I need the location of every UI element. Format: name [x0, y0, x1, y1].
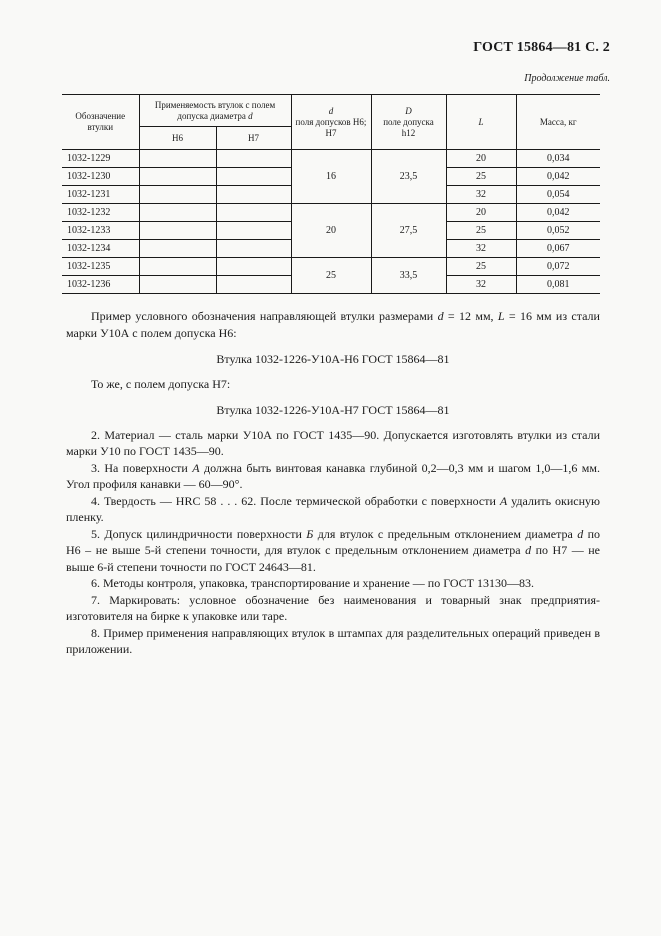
cell-h7 [216, 276, 291, 294]
header-applicability: Применяемость втулок с полем допуска диаметра d [139, 95, 291, 127]
header-mass: Масса, кг [516, 95, 600, 150]
item-3-groove: 3. На поверхности А должна быть винтовая канавка глубиной 0,2—0,3 мм и шагом 1,0—1,6 мм. Угол профиля канавки — 60—90°. [66, 460, 600, 491]
page-header [60, 40, 610, 56]
item-7-marking: 7. Маркировать: условное обозначение без наименования и товарный знак предприятия-изготовителя на бирке к упаковке или таре. [66, 592, 600, 623]
item-4-hardness: 4. Твердость — HRC 58 . . . 62. После термической обработки с поверхности А удалить окисную пленку. [66, 493, 600, 524]
table-row [62, 150, 600, 168]
item-2-material: 2. Материал — сталь марки У10А по ГОСТ 1435—90. Допускается изготовлять втулки из стали марки У10 по ГОСТ 1435—90. [66, 427, 600, 458]
cell-code: 1032-1235 [62, 258, 139, 276]
table-row [62, 258, 600, 276]
item-6-control: 6. Методы контроля, упаковка, транспортирование и хранение — по ГОСТ 13130—83. [91, 576, 535, 590]
document-body [66, 308, 600, 658]
cell-code: 1032-1229 [62, 150, 139, 168]
same-h7-paragraph: То же, с полем допуска Н7: [91, 376, 231, 391]
cell-D: 33,5 [371, 258, 446, 294]
cell-L: 20 [446, 204, 516, 222]
cell-D: 27,5 [371, 204, 446, 258]
cell-h6 [139, 186, 216, 204]
cell-mass: 0,034 [516, 150, 600, 168]
cell-L: 32 [446, 186, 516, 204]
cell-code: 1032-1233 [62, 222, 139, 240]
cell-code: 1032-1236 [62, 276, 139, 294]
cell-h6 [139, 150, 216, 168]
cell-mass: 0,052 [516, 222, 600, 240]
header-h6: Н6 [139, 127, 216, 150]
cell-h6 [139, 240, 216, 258]
designation-formula-h7: Втулка 1032-1226-У10А-Н7 ГОСТ 15864—81 [216, 403, 450, 417]
table-continuation-label: Продолжение табл. [524, 73, 610, 84]
example-paragraph: Пример условного обозначения направляющей втулки размерами d = 12 мм, L = 16 мм из стали марки У10А с полем допуска Н6: [66, 309, 600, 340]
header-h7: Н7 [216, 127, 291, 150]
cell-L: 25 [446, 168, 516, 186]
item-8-application: 8. Пример применения направляющих втулок в штампах для разделительных операций приведен в приложении. [66, 625, 600, 656]
cell-code: 1032-1234 [62, 240, 139, 258]
cell-L: 20 [446, 150, 516, 168]
bushing-spec-table [62, 94, 600, 294]
cell-h6 [139, 276, 216, 294]
cell-L: 32 [446, 240, 516, 258]
cell-code: 1032-1232 [62, 204, 139, 222]
header-d-tolerance: d поля допусков H6; H7 [291, 95, 371, 150]
header-D-tolerance: D поле допуска h12 [371, 95, 446, 150]
standard-title: ГОСТ 15864—81 С. 2 [473, 40, 610, 55]
cell-h6 [139, 258, 216, 276]
header-L: L [446, 95, 516, 150]
cell-mass: 0,067 [516, 240, 600, 258]
header-designation: Обозначение втулки [62, 95, 139, 150]
cell-L: 25 [446, 258, 516, 276]
cell-h7 [216, 186, 291, 204]
cell-h7 [216, 222, 291, 240]
cell-L: 25 [446, 222, 516, 240]
cell-d: 16 [291, 150, 371, 204]
cell-h7 [216, 204, 291, 222]
designation-formula-h6: Втулка 1032-1226-У10А-Н6 ГОСТ 15864—81 [216, 352, 450, 366]
cell-code: 1032-1231 [62, 186, 139, 204]
cell-h6 [139, 204, 216, 222]
cell-h7 [216, 150, 291, 168]
cell-mass: 0,081 [516, 276, 600, 294]
cell-h7 [216, 258, 291, 276]
table-row [62, 204, 600, 222]
cell-h6 [139, 222, 216, 240]
cell-L: 32 [446, 276, 516, 294]
item-5-cylindricity: 5. Допуск цилиндричности поверхности Б для втулок с предельным отклонением диаметра d по Н6 – не выше 5-й степени точности, для втулок с предельным отклонением диаметра d по Н7 — не выше 6-й степени точности по ГОСТ 24643—81. [66, 526, 600, 574]
cell-mass: 0,042 [516, 204, 600, 222]
cell-mass: 0,072 [516, 258, 600, 276]
cell-mass: 0,042 [516, 168, 600, 186]
cell-code: 1032-1230 [62, 168, 139, 186]
cell-h7 [216, 168, 291, 186]
cell-h6 [139, 168, 216, 186]
cell-h7 [216, 240, 291, 258]
cell-d: 20 [291, 204, 371, 258]
cell-mass: 0,054 [516, 186, 600, 204]
cell-D: 23,5 [371, 150, 446, 204]
cell-d: 25 [291, 258, 371, 294]
